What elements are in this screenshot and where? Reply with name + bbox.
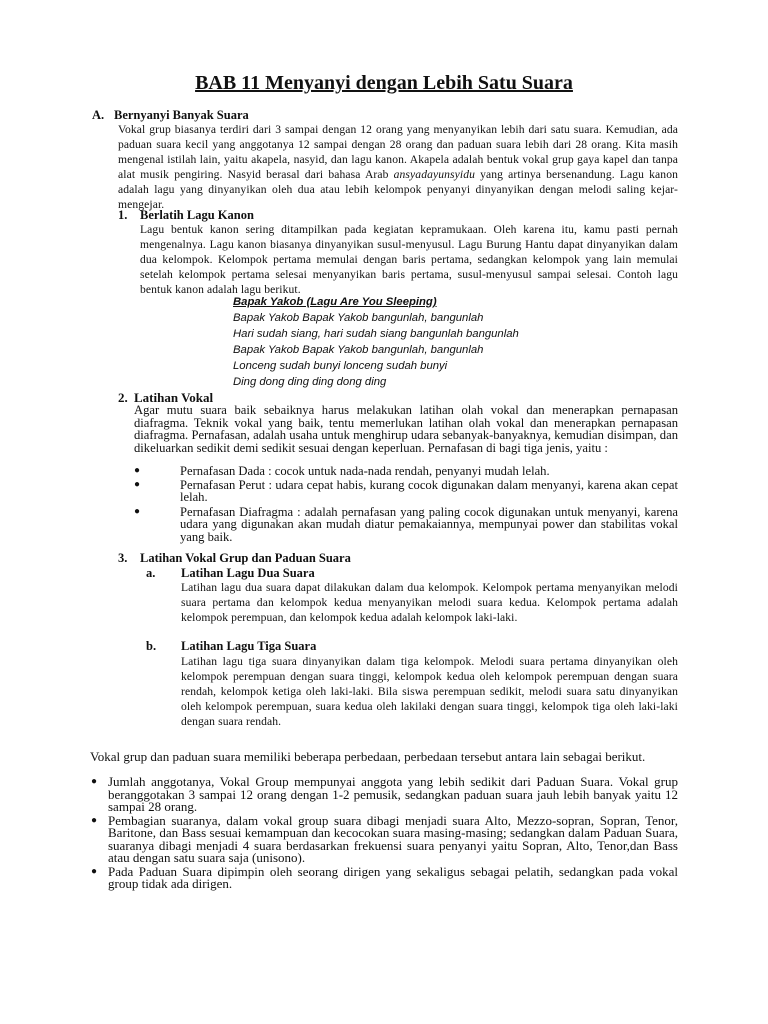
section-a-label: A. [92, 108, 105, 122]
song-line: Ding dong ding ding dong ding [233, 376, 387, 388]
section-a-text-2: yang artinya bersenandung. Lagu kanon adalah lagu yang dinyanyikan oleh dua atau lebih kelompok penyanyi dinyanyikan dengan melodi saling kejar-mengejar. [118, 168, 678, 211]
breathing-list [134, 464, 678, 544]
song-block [233, 294, 673, 390]
list-item-text: Pembagian suaranya, dalam vokal group suara dibagi menjadi suara Alto, Mezzo-sopran, Sopran, Tenor, Baritone, dan Bass sesuai kemampuan dan kecocokan suara masing-masing; sedangkan dalam Paduan Suara, suaranya dibagi menjadi 4 suara berdasarkan frekuensi suara penyanyi yaitu Sopran, Alto, Tenor,dan Bass atau dengan satu suara saja (unisono). [108, 812, 678, 865]
list-item [91, 863, 678, 891]
song-line: Lonceng sudah bunyi lonceng sudah bunyi [233, 360, 448, 372]
section-a-heading: Bernyanyi Banyak Suara [114, 108, 249, 122]
list-item-text: Pernafasan Dada : cocok untuk nada-nada rendah, penyanyi mudah lelah. [180, 464, 550, 478]
section-3a-label: a. [146, 566, 156, 580]
section-3b-label: b. [146, 639, 157, 653]
section-3b-heading: Latihan Lagu Tiga Suara [181, 639, 317, 653]
song-title: Bapak Yakob (Lagu Are You Sleeping) [233, 296, 437, 308]
list-item [134, 504, 678, 544]
list-item [134, 464, 678, 478]
bullet-icon: ● [134, 505, 141, 517]
list-item-text: Jumlah anggotanya, Vokal Group mempunyai anggota yang lebih sedikit dari Paduan Suara. Vokal grup beranggotakan 3 sampai 12 orang dengan 1-2 pemusik, sedangkan paduan suara jauh lebih banyak yaitu 12 sampai 28 orang. [108, 774, 678, 814]
bullet-icon: ● [91, 814, 98, 826]
section-3-heading: Latihan Vokal Grup dan Paduan Suara [140, 551, 351, 565]
section-1-paragraph: Lagu bentuk kanon sering ditampilkan pada kegiatan kepramukaan. Oleh karena itu, kamu pasti pernah mengenalnya. Lagu kanon biasanya dinyanyikan susul-menyusul. Lagu Burung Hantu dapat dinyanyikan dalam dua kelompok. Kelompok pertama memulai dengan baris pertama, sedangkan kelompok yang lain memulai setelah kelompok pertama selesai menyanyikan baris pertama, susul-menyusul sampai selesai. Contoh lagu bentuk kanon adalah lagu berikut. [140, 223, 678, 296]
list-item-text: Pada Paduan Suara dipimpin oleh seorang dirigen yang sekaligus sebagai pelatih, sedangkan pada vokal group tidak ada dirigen. [108, 863, 678, 891]
section-a-italic-term: ansyadayunsyidu [393, 168, 475, 181]
section-3-label: 3. [118, 551, 128, 565]
section-2-heading: Latihan Vokal [134, 390, 214, 405]
bullet-icon: ● [91, 776, 98, 787]
list-item-text: Pernafasan Diafragma : adalah pernafasan yang paling cocok digunakan untuk menyanyi, karena udara yang digunakan akan mudah diatur pemakaiannya, mempunyai power dan stabilitas vokal yang baik. [180, 504, 678, 544]
section-1-label: 1. [118, 208, 128, 222]
section-2-paragraph: Agar mutu suara baik sebaiknya harus melakukan latihan olah vokal dan menerapkan pernapasan diafragma. Teknik vokal yang baik, tentu memerlukan latihan olah vokal dan menerapkan pernapasan diafragma. Pernafasan, adalah usaha untuk menghirup udara sebanyak-banyaknya, kemudian disimpan, dan dikeluarkan sedikit demi sedikit sesuai dengan keperluan. Pernafasan di bagi tiga jenis, yaitu : [134, 403, 678, 455]
section-3a-heading: Latihan Lagu Dua Suara [181, 566, 315, 580]
section-2-label: 2. [118, 390, 128, 405]
bullet-icon: ● [91, 865, 98, 877]
section-a-paragraph [118, 122, 678, 212]
list-item [91, 774, 678, 814]
differences-list [91, 774, 678, 891]
section-1-heading: Berlatih Lagu Kanon [140, 208, 254, 222]
list-item [91, 812, 678, 865]
bullet-icon: ● [134, 478, 141, 490]
list-item-text: Pernafasan Perut : udara cepat habis, kurang cocok digunakan dalam menyanyi, karena akan cepat lelah. [180, 477, 678, 505]
closing-intro: Vokal grup dan paduan suara memiliki beberapa perbedaan, perbedaan tersebut antara lain sebagai berikut. [90, 749, 646, 764]
bullet-icon: ● [134, 465, 141, 476]
song-line: Hari sudah siang, hari sudah siang bangunlah bangunlah [233, 328, 519, 340]
song-line: Bapak Yakob Bapak Yakob bangunlah, bangunlah [233, 312, 484, 324]
section-3b-paragraph: Latihan lagu tiga suara dinyanyikan dalam tiga kelompok. Melodi suara pertama dinyanyikan oleh kelompok perempuan dengan suara tinggi, kelompok kedua oleh kelompok perempuan dengan suara rendah, kelompok ketiga oleh laki-laki. Bila siswa perempuan sedikit, melodi suara satu dinyanyikan oleh kelompok perempuan, suara kedua oleh lakilaki dengan suara tinggi, kelompok tiga oleh laki-laki dengan suara rendah. [181, 655, 678, 728]
list-item [134, 477, 678, 505]
section-a-text-1: Vokal grup biasanya terdiri dari 3 sampai dengan 12 orang yang menyanyikan lebih dari satu suara. Kemudian, ada paduan suara kecil yang anggotanya 12 sampai dengan 28 orang dan paduan suara lebih dari 28 orang. Kita masih mengenal istilah lain, yaitu akapela, nasyid, dan lagu kanon. Akapela adalah bentuk vokal grup gaya kapel dan tanpa alat musik pengiring. Nasyid berasal dari bahasa Arab [118, 123, 678, 181]
section-3a-paragraph: Latihan lagu dua suara dapat dilakukan dalam dua kelompok. Kelompok pertama menyanyikan melodi suara pertama dan kelompok kedua menyanyikan melodi suara kedua. Kelompok pertama adalah kelompok perempuan, dan kelompok kedua adalah kelompok laki-laki. [181, 581, 678, 624]
song-line: Bapak Yakob Bapak Yakob bangunlah, bangunlah [233, 344, 484, 356]
page-title: BAB 11 Menyanyi dengan Lebih Satu Suara [195, 72, 573, 94]
